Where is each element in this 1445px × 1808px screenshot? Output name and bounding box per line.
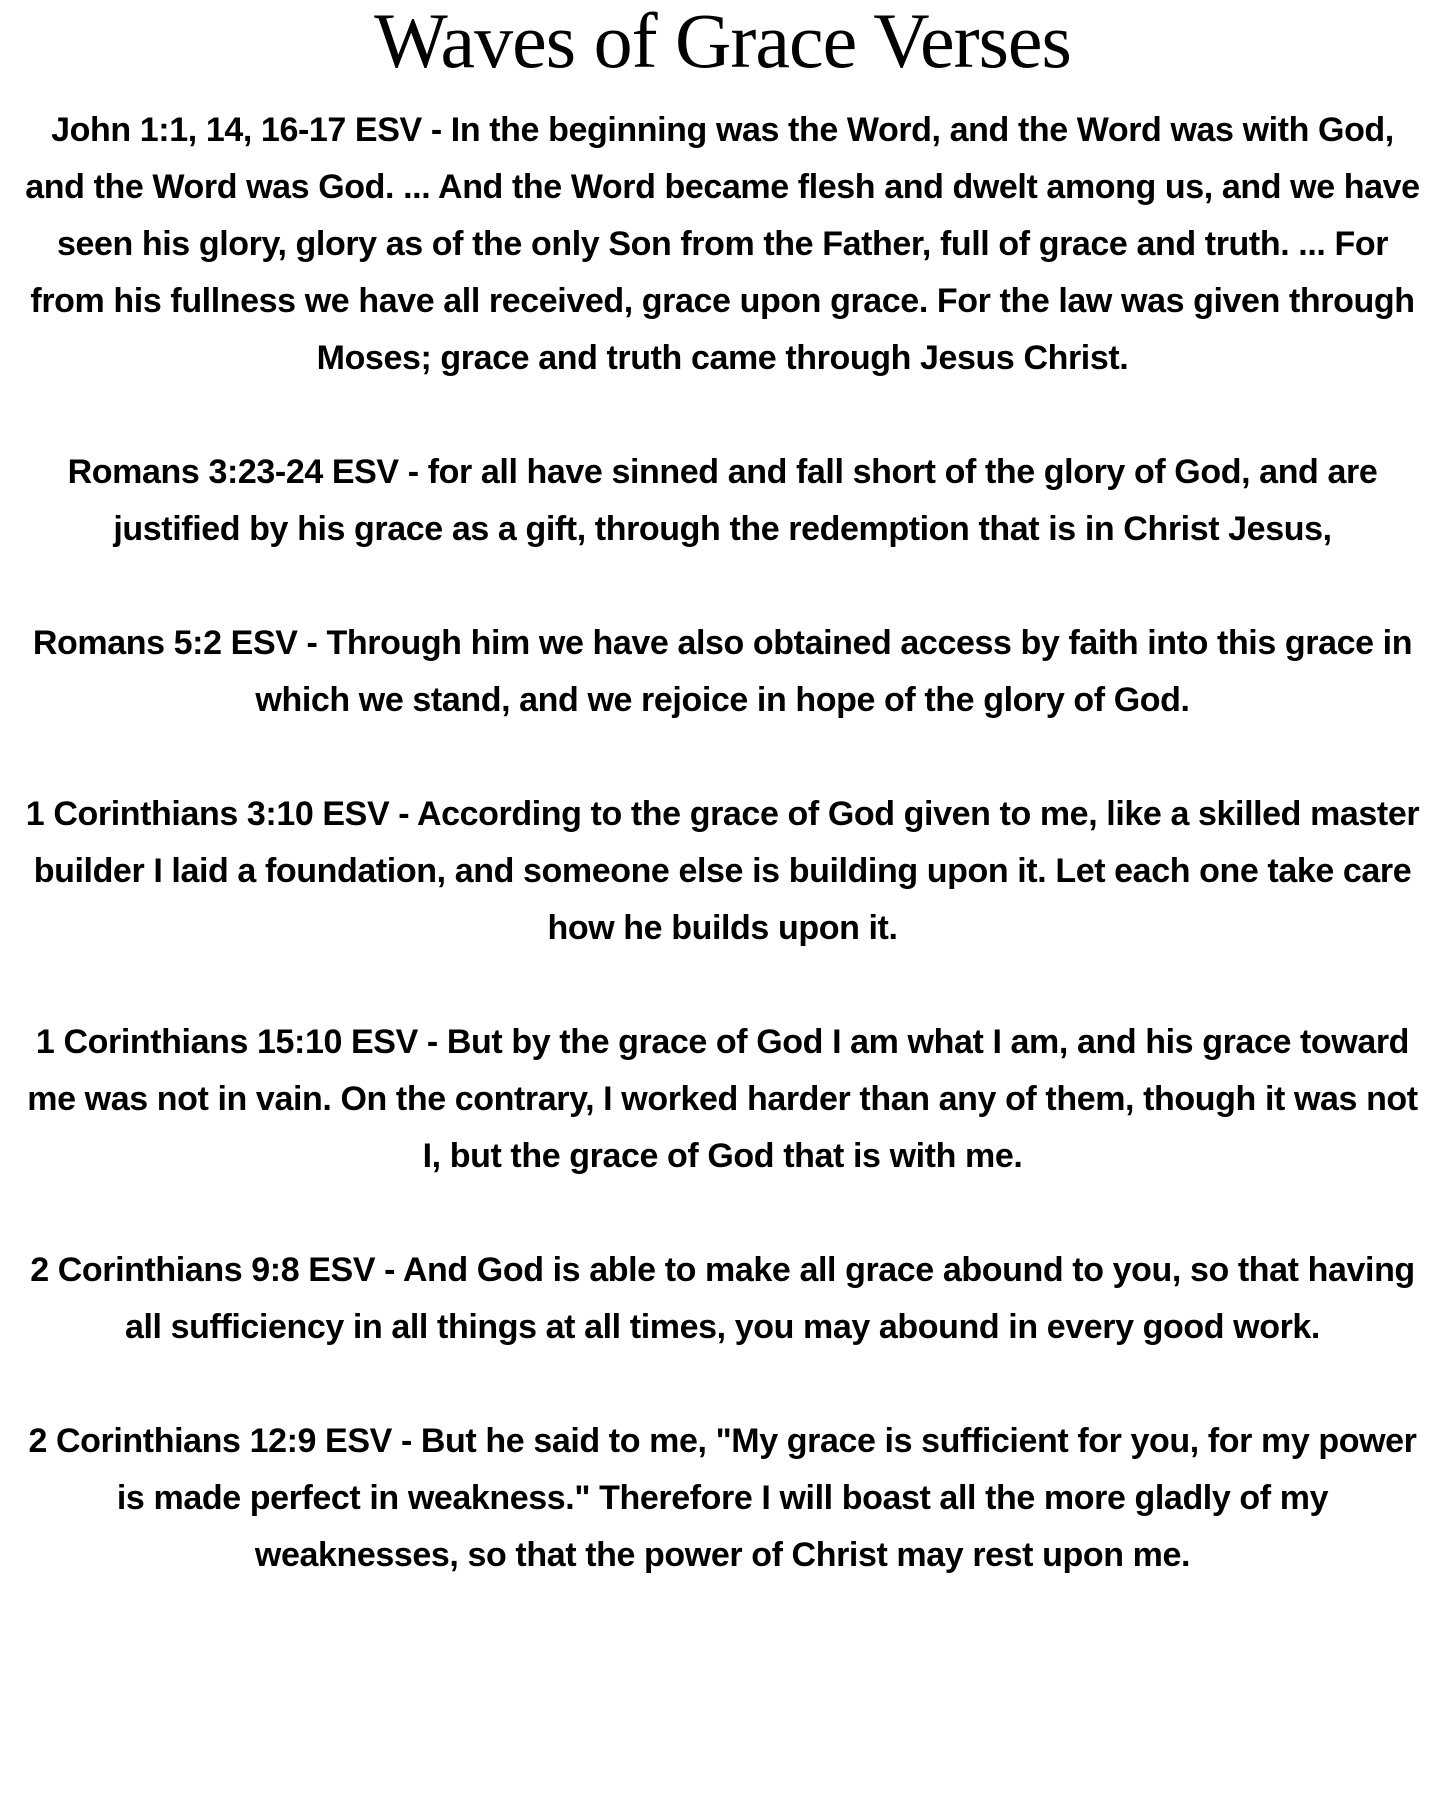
verse-paragraph-romans-3-23-24: Romans 3:23-24 ESV - for all have sinned and fall short of the glory of God, and are justified by his grace as a gift, through the redemption that is in Christ Jesus,: [67, 453, 1378, 548]
verse-list: [0, 102, 1445, 1584]
page-title: Waves of Grace Verses: [374, 0, 1071, 84]
verse-paragraph-1-corinthians-15-10: 1 Corinthians 15:10 ESV - But by the grace of God I am what I am, and his grace toward me was not in vain. On the contrary, I worked harder than any of them, though it was not I, but the grace of God that is with me.: [27, 1023, 1418, 1175]
document-page: [0, 2, 1445, 1808]
verse-paragraph-2-corinthians-12-9: 2 Corinthians 12:9 ESV - But he said to me, "My grace is sufficient for you, for my power is made perfect in weakness." Therefore I will boast all the more gladly of my weaknesses, so that the power of Christ may rest upon me.: [28, 1422, 1417, 1574]
verse-paragraph-john-1: John 1:1, 14, 16-17 ESV - In the beginning was the Word, and the Word was with God, and the Word was God. ... And the Word became flesh and dwelt among us, and we have seen his glory, glory as of the only Son from the Father, full of grace and truth. ... For from his fullness we have all received, grace upon grace. For the law was given through Moses; grace and truth came through Jesus Christ.: [25, 111, 1420, 377]
verse-paragraph-2-corinthians-9-8: 2 Corinthians 9:8 ESV - And God is able to make all grace abound to you, so that having all sufficiency in all things at all times, you may abound in every good work.: [30, 1251, 1415, 1346]
verse-paragraph-1-corinthians-3-10: 1 Corinthians 3:10 ESV - According to the grace of God given to me, like a skilled master builder I laid a foundation, and someone else is building upon it. Let each one take care how he builds upon it.: [25, 795, 1420, 947]
verse-paragraph-romans-5-2: Romans 5:2 ESV - Through him we have also obtained access by faith into this grace in which we stand, and we rejoice in hope of the glory of God.: [32, 624, 1413, 719]
